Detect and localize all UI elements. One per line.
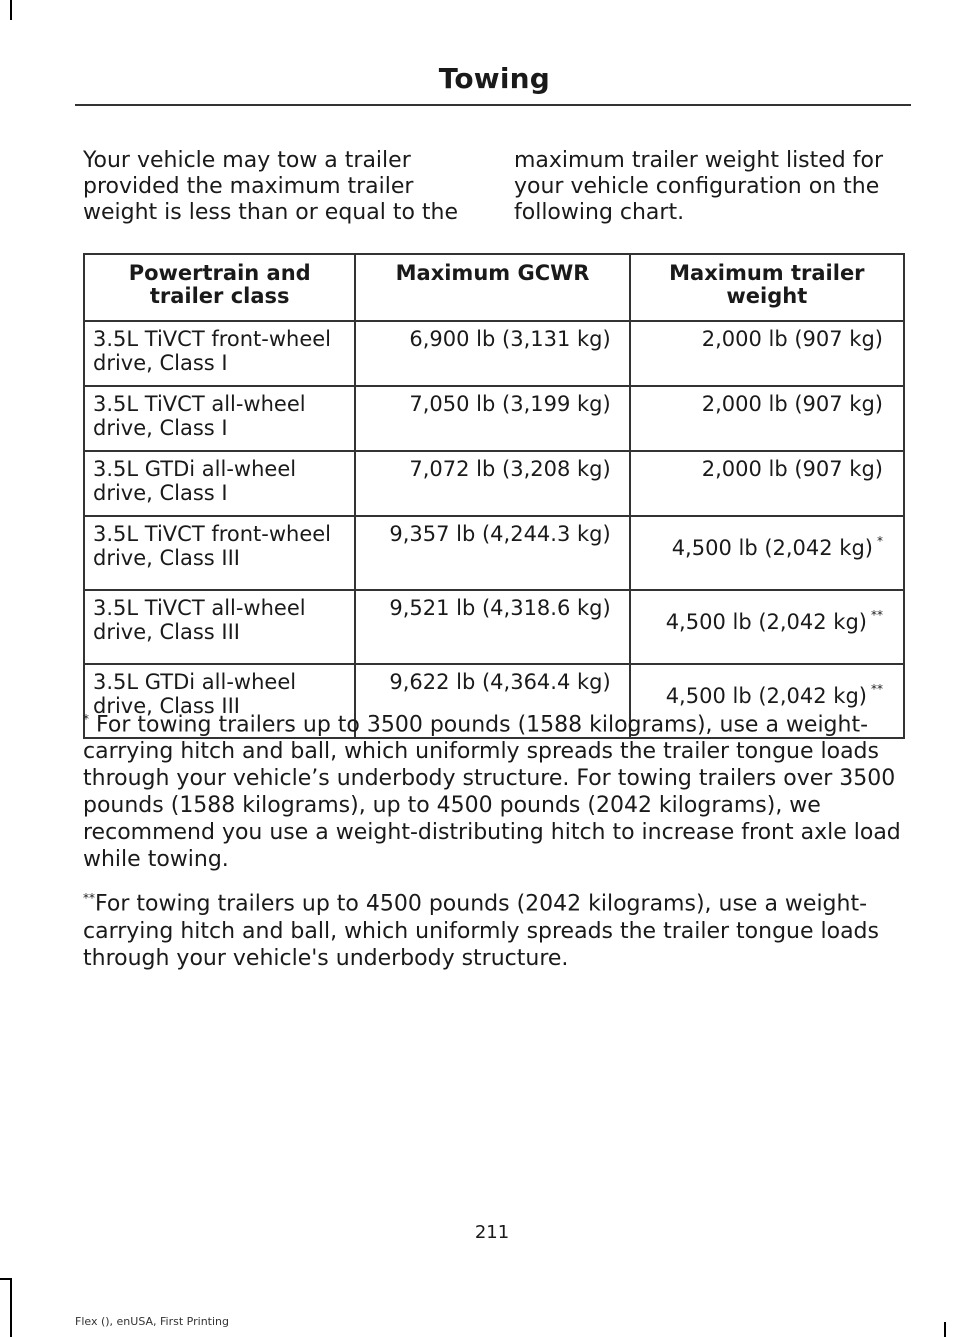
crop-mark-top-left (10, 0, 12, 20)
edition-info: Flex (), enUSA, First Printing (75, 1315, 229, 1328)
footnote-marker: * (877, 534, 883, 548)
cell-trailer-value: 2,000 lb (907 kg) (701, 327, 883, 351)
cell-powertrain: 3.5L GTDi all-wheel drive, Class III (84, 664, 355, 738)
intro-col-1: Your vehicle may tow a trailer provided the maximum trailer weight is less than or equal to the (83, 148, 458, 225)
crop-mark-bottom-left-h (0, 1278, 12, 1280)
cell-gcwr: 6,900 lb (3,131 kg) (355, 321, 629, 386)
cell-powertrain: 3.5L TiVCT front-wheel drive, Class III (84, 516, 355, 590)
page-number: 211 (474, 1222, 510, 1243)
page-title: Towing (438, 62, 550, 95)
cell-powertrain: 3.5L TiVCT front-wheel drive, Class I (84, 321, 355, 386)
crop-mark-bottom-left (10, 1278, 12, 1337)
table-row (84, 386, 904, 451)
crop-mark-bottom-right (944, 1322, 946, 1337)
cell-trailer-value: 2,000 lb (907 kg) (701, 392, 883, 416)
header-trailer-weight: Maximum trailer weight (630, 254, 904, 321)
footnote-marker: ** (871, 608, 883, 622)
footnote-2 (83, 885, 913, 971)
table-row (84, 590, 904, 664)
table-row (84, 321, 904, 386)
cell-gcwr: 7,050 lb (3,199 kg) (355, 386, 629, 451)
cell-gcwr: 9,622 lb (4,364.4 kg) (355, 664, 629, 738)
cell-trailer-value: 4,500 lb (2,042 kg) (665, 610, 867, 634)
footnote-1-text: For towing trailers up to 3500 pounds (1588 kilograms), use a weight-carrying hitch and ball, which uniformly spreads the trailer tongue loads through your vehicle’s underbody structure. For towing trailers over 3500 pounds (1588 kilograms), up to 4500 pounds (2042 kilograms), we recommend you use a weight-distributing hitch to increase front axle load while towing. (83, 712, 901, 873)
table-row (84, 451, 904, 516)
cell-powertrain: 3.5L TiVCT all-wheel drive, Class I (84, 386, 355, 451)
footnote-marker: ** (871, 682, 883, 696)
cell-trailer-weight (630, 321, 904, 386)
footnote-1-marker: * (83, 712, 89, 726)
footnotes (83, 706, 913, 984)
cell-gcwr: 9,357 lb (4,244.3 kg) (355, 516, 629, 590)
table-row (84, 516, 904, 590)
cell-trailer-value: 2,000 lb (907 kg) (701, 457, 883, 481)
cell-trailer-weight (630, 386, 904, 451)
cell-powertrain: 3.5L GTDi all-wheel drive, Class I (84, 451, 355, 516)
table-header-row (84, 254, 904, 321)
cell-gcwr: 9,521 lb (4,318.6 kg) (355, 590, 629, 664)
cell-powertrain: 3.5L TiVCT all-wheel drive, Class III (84, 590, 355, 664)
towing-spec-table (83, 253, 905, 739)
footnote-2-text: For towing trailers up to 4500 pounds (2042 kilograms), use a weight-carrying hitch and ball, which uniformly spreads the trailer tongue loads through your vehicle's underbody structure. (83, 891, 879, 971)
cell-trailer-weight (630, 590, 904, 664)
header-divider (75, 104, 911, 106)
footnote-1 (83, 706, 913, 873)
cell-trailer-value: 4,500 lb (2,042 kg) (665, 684, 867, 708)
footnote-2-marker: ** (83, 891, 95, 906)
cell-gcwr: 7,072 lb (3,208 kg) (355, 451, 629, 516)
cell-trailer-weight (630, 451, 904, 516)
intro-col-2: maximum trailer weight listed for your vehicle configuration on the following chart. (514, 148, 884, 225)
header-gcwr: Maximum GCWR (355, 254, 629, 321)
cell-trailer-weight (630, 516, 904, 590)
header-powertrain: Powertrain and trailer class (84, 254, 355, 321)
cell-trailer-value: 4,500 lb (2,042 kg) (671, 536, 873, 560)
intro-paragraph (83, 148, 905, 226)
